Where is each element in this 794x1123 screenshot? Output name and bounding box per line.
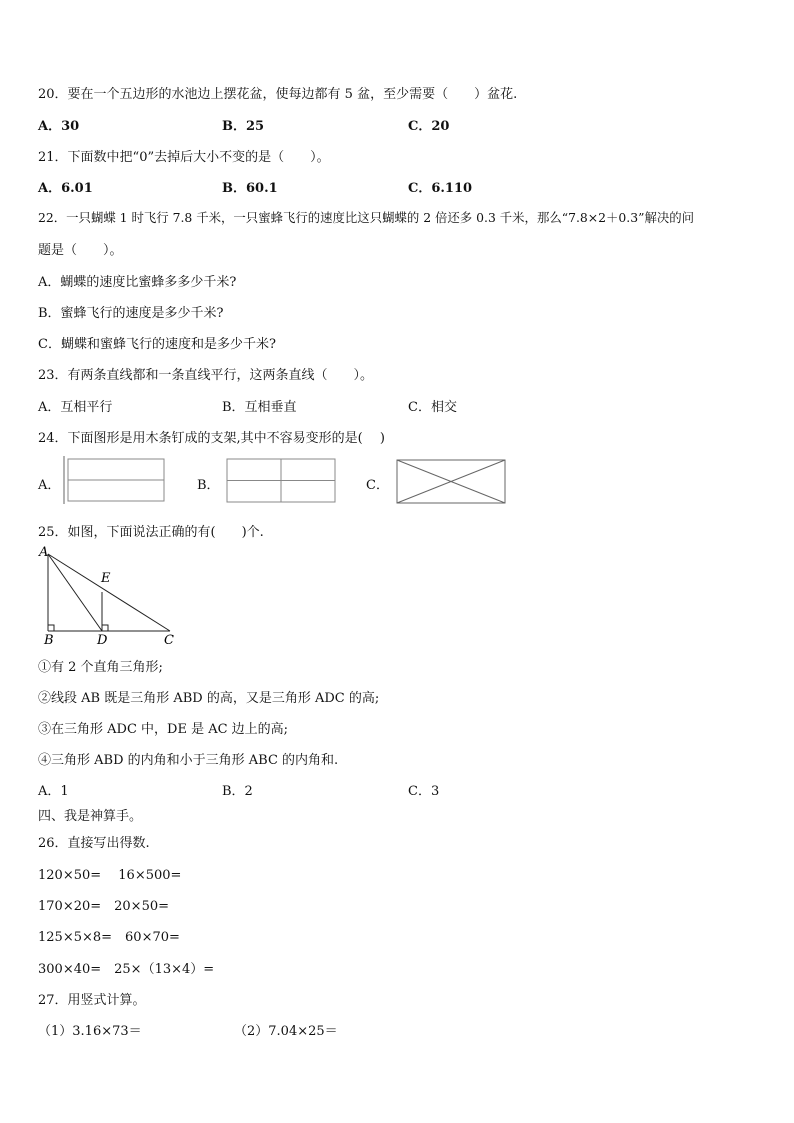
q24-option-b-label: B． (197, 478, 220, 493)
q23-stem: 23．有两条直线都和一条直线平行，这两条直线（ ）。 (38, 368, 374, 383)
q24-figure-c (396, 459, 508, 505)
q26-stem: 26．直接写出得数. (38, 836, 150, 851)
q25-option-c: C．3 (408, 784, 440, 799)
q25-stem: 25．如图，下面说法正确的有( )个. (38, 525, 264, 540)
q20-option-a: A．30 (38, 119, 80, 134)
q26-row-4: 300×40= 25×（13×4）= (38, 962, 215, 977)
q25-option-b: B．2 (222, 784, 253, 799)
q24-stem: 24．下面图形是用木条钉成的支架,其中不容易变形的是( ) (38, 431, 385, 446)
q24-option-a-label: A． (38, 478, 61, 493)
q22-stem-line2: 题是（ ）。 (38, 243, 123, 258)
q25-statement-2: ②线段 AB 既是三角形 ABD 的高，又是三角形 ADC 的高; (38, 691, 380, 706)
label-B: B (44, 633, 54, 648)
q26-row-2: 170×20= 20×50= (38, 899, 170, 914)
section-4-heading: 四、我是神算手。 (38, 809, 143, 824)
q27-problem-2: （2）7.04×25＝ (234, 1024, 338, 1039)
q22-option-c: C．蝴蝶和蜜蜂飞行的速度和是多少千米? (38, 337, 276, 352)
q24-figure-a (62, 455, 168, 505)
q21-option-b: B．60.1 (222, 181, 278, 196)
q22-stem-line1: 22．一只蝴蝶 1 时飞行 7.8 千米，一只蜜蜂飞行的速度比这只蝴蝶的 2 倍还多 0.3 千米，那么“7.8×2＋0.3”解决的问 (38, 210, 695, 225)
q25-statement-4: ④三角形 ABD 的内角和小于三角形 ABC 的内角和. (38, 753, 339, 768)
label-D: D (97, 633, 108, 648)
q25-triangle-figure (34, 544, 184, 648)
q24-figure-b (226, 458, 338, 504)
q25-statement-3: ③在三角形 ADC 中，DE 是 AC 边上的高; (38, 722, 289, 737)
q23-option-a: A．互相平行 (38, 400, 113, 415)
label-A: A (39, 545, 49, 560)
q21-stem: 21．下面数中把“0”去掉后大小不变的是（ ）。 (38, 150, 330, 165)
q23-option-c: C．相交 (408, 400, 457, 415)
q22-option-b: B．蜜蜂飞行的速度是多少千米? (38, 306, 224, 321)
q26-row-3: 125×5×8= 60×70= (38, 930, 180, 945)
q27-problem-1: （1）3.16×73＝ (38, 1024, 142, 1039)
q23-option-b: B．互相垂直 (222, 400, 297, 415)
q20-option-c: C．20 (408, 119, 450, 134)
label-E: E (101, 571, 111, 586)
q20-option-b: B．25 (222, 119, 265, 134)
q27-stem: 27．用竖式计算。 (38, 993, 146, 1008)
q26-row-1: 120×50= 16×500= (38, 868, 182, 883)
q25-option-a: A．1 (38, 784, 69, 799)
q21-option-a: A．6.01 (38, 181, 93, 196)
q20-stem: 20．要在一个五边形的水池边上摆花盆，使每边都有 5 盆，至少需要（ ）盆花. (38, 87, 518, 102)
q22-option-a: A．蝴蝶的速度比蜜蜂多多少千米? (38, 275, 237, 290)
q25-statement-1: ①有 2 个直角三角形; (38, 660, 163, 675)
q24-option-c-label: C． (366, 478, 389, 493)
label-C: C (164, 633, 174, 648)
q21-option-c: C．6.110 (408, 181, 473, 196)
